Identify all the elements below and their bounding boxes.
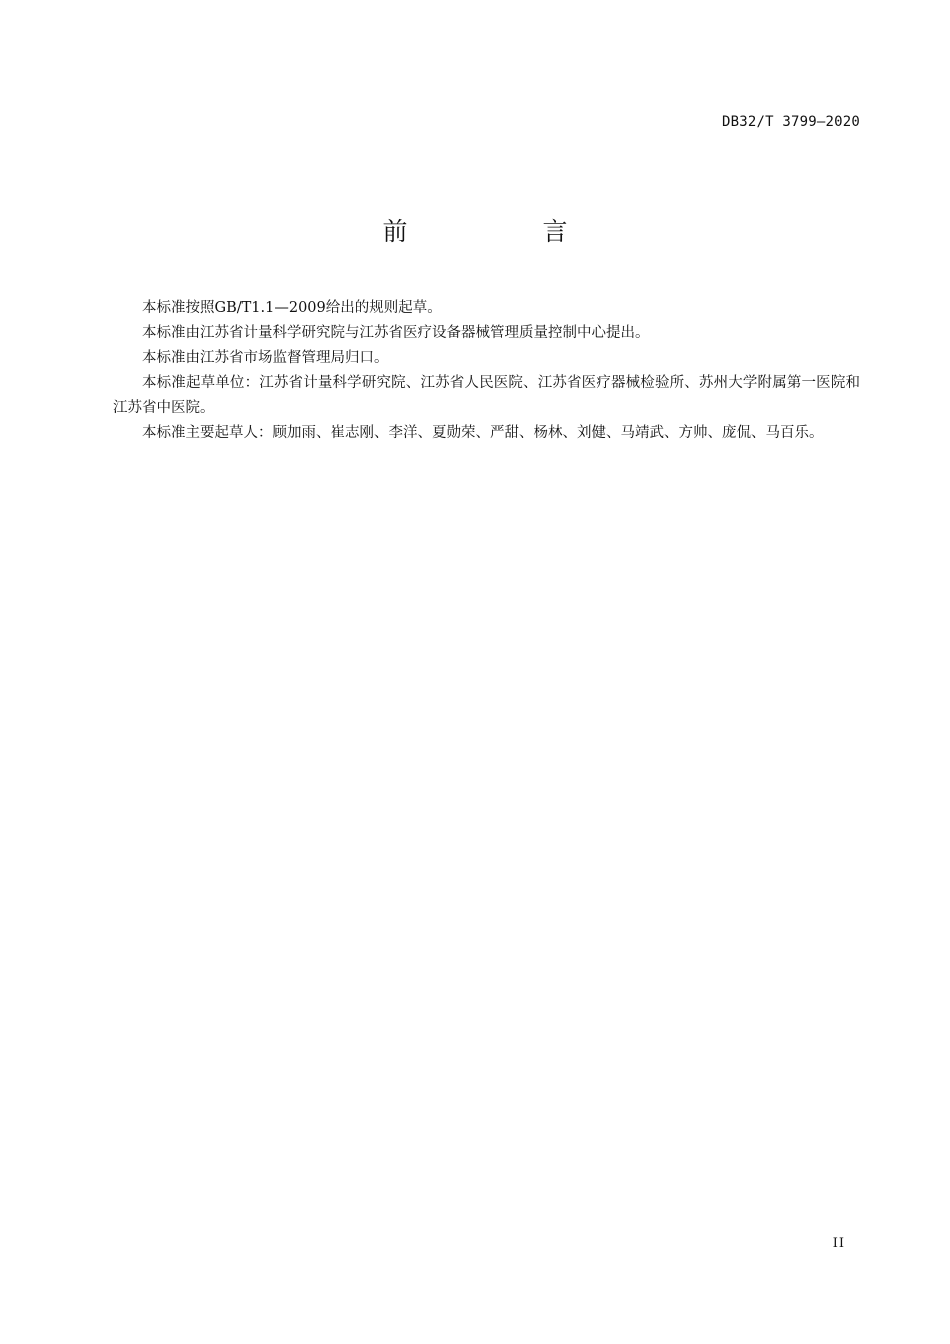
page-title: 前 言	[382, 217, 623, 246]
paragraph-drafting-rules: 本标准按照GB/T1.1—2009给出的规则起草。	[142, 300, 442, 316]
page-number: II	[832, 1236, 845, 1251]
paragraph-administrator: 本标准由江苏省市场监督管理局归口。	[142, 350, 389, 366]
paragraph-proposer: 本标准由江苏省计量科学研究院与江苏省医疗设备器械管理质量控制中心提出。	[142, 325, 650, 341]
paragraph-drafters: 本标准主要起草人：顾加雨、崔志刚、李洋、夏勋荣、严甜、杨林、刘健、马靖武、方帅、庞侃、马百乐。	[142, 425, 824, 441]
paragraph-drafting-units: 本标准起草单位：江苏省计量科学研究院、江苏省人民医院、江苏省医疗器械检验所、苏州大学附属第一医院和江苏省中医院。	[113, 375, 860, 416]
foreword-body	[113, 296, 860, 446]
standard-code: DB32/T 3799—2020	[721, 114, 860, 130]
